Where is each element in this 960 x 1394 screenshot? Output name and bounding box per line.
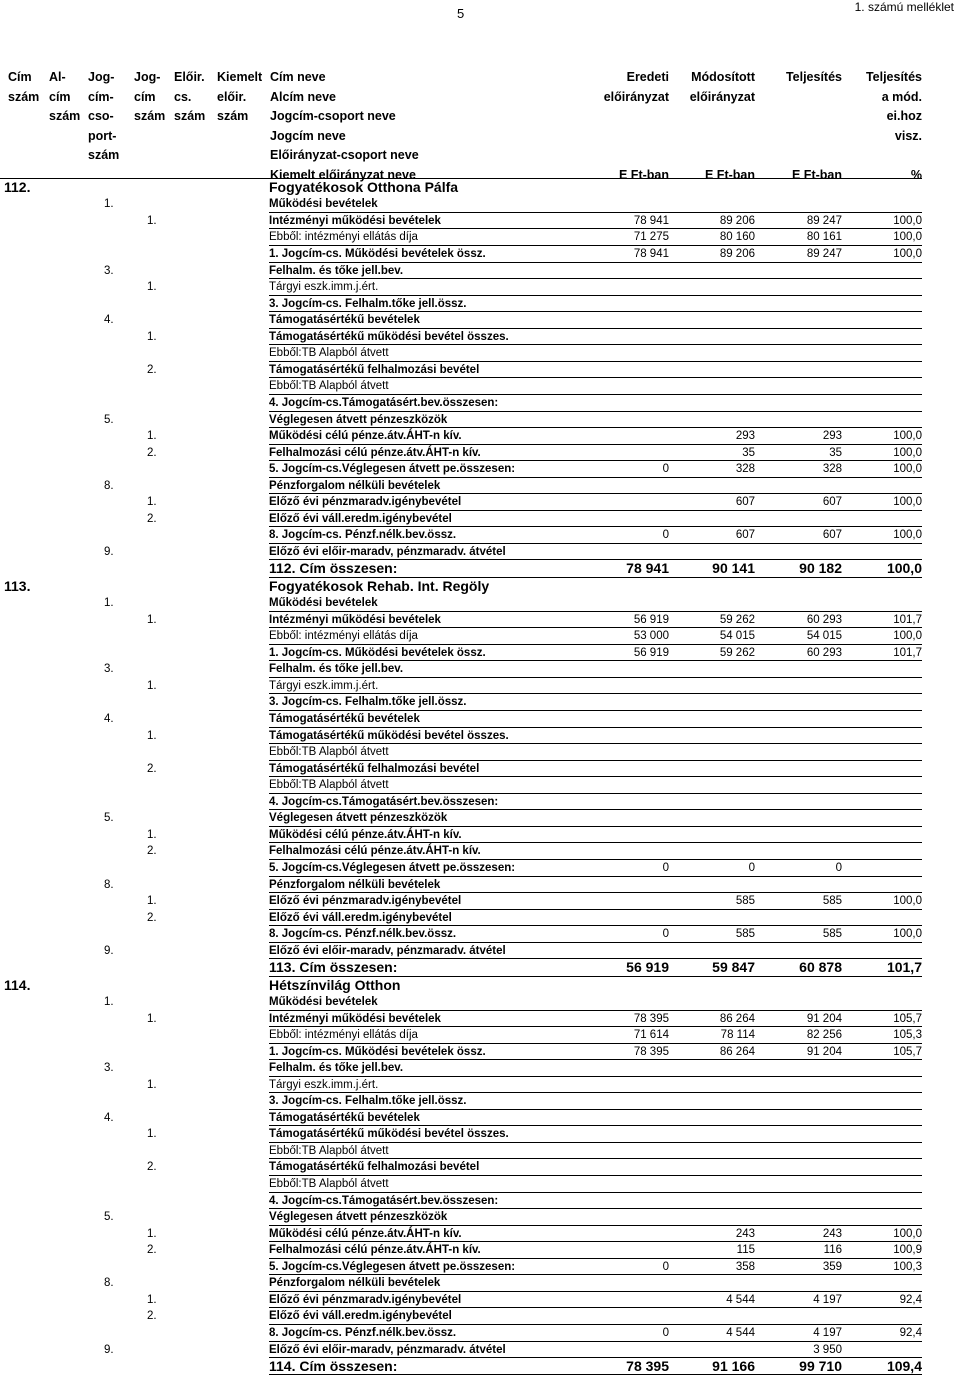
subtotal-label: 8. Jogcím-cs. Pénzf.nélk.bev.össz. [269, 1326, 457, 1339]
table-row [0, 694, 960, 711]
subtotal-label: 1. Jogcím-cs. Működési bevételek össz. [269, 248, 486, 261]
jogcim-number: 1. [147, 679, 157, 692]
value-cell: 35 [742, 446, 755, 459]
jogcim-number: 2. [147, 446, 157, 459]
value-cell: 91 204 [806, 1012, 842, 1025]
value-cell: 59 262 [719, 613, 755, 626]
item-label: Ebből: intézményi ellátás díja [269, 630, 418, 643]
value-cell: 71 275 [633, 231, 669, 244]
table-row [0, 959, 960, 976]
value-cell: 585 [822, 928, 842, 941]
table-row [0, 511, 960, 528]
table-row [0, 943, 960, 960]
group-label: Véglegesen átvett pénzeszközök [269, 413, 448, 426]
cim-total-label: 112. Cím összesen: [269, 560, 398, 577]
value-cell: 100,0 [893, 895, 922, 908]
item-label: Előző évi váll.eredm.igénybevétel [269, 911, 452, 924]
alcim-number: 9. [104, 944, 114, 957]
value-cell: 101,7 [893, 646, 922, 659]
table-row [0, 1176, 960, 1193]
value-cell: 78 941 [633, 248, 669, 261]
table-row [0, 810, 960, 827]
alcim-number: 9. [104, 545, 114, 558]
table-row [0, 977, 960, 994]
value-cell: 101,7 [886, 959, 922, 976]
table-row [0, 893, 960, 910]
header-name: Cím neve Alcím neve Jogcím-csoport neve Jogcím neve Előirányzat-csoport neve Kiemelt előirányzat neve [270, 70, 419, 182]
cim-number: 113. [4, 577, 31, 594]
table-row [0, 395, 960, 412]
jogcim-number: 1. [147, 1293, 157, 1306]
subtotal-label: 3. Jogcím-cs. Felhalm.tőke jell.össz. [269, 1095, 467, 1108]
item-label: Támogatásértékű felhalmozási bevétel [269, 1161, 480, 1174]
jogcim-number: 1. [147, 1227, 157, 1240]
alcim-number: 3. [104, 1062, 114, 1075]
jogcim-number: 1. [147, 1078, 157, 1091]
value-cell: 4 544 [726, 1293, 755, 1306]
value-cell: 243 [822, 1227, 842, 1240]
jogcim-number: 1. [147, 613, 157, 626]
table-row [0, 544, 960, 561]
value-cell: 100,0 [893, 630, 922, 643]
alcim-number: 4. [104, 314, 114, 327]
header-eredeti: Eredeti előirányzat E Ft-ban [603, 70, 669, 182]
jogcim-number: 1. [147, 895, 157, 908]
value-cell: 105,7 [893, 1012, 922, 1025]
value-cell: 80 160 [719, 231, 755, 244]
table-row [0, 1193, 960, 1210]
alcim-number: 5. [104, 1211, 114, 1224]
value-cell: 100,3 [893, 1260, 922, 1273]
header-jogcim-csoport: Jog- cím- cso- port- szám [88, 70, 120, 162]
group-label: Pénzforgalom nélküli bevételek [269, 878, 441, 891]
value-cell: 59 262 [719, 646, 755, 659]
value-cell: 56 919 [633, 613, 669, 626]
alcim-number: 5. [104, 413, 114, 426]
value-cell: 78 941 [633, 214, 669, 227]
jogcim-number: 1. [147, 496, 157, 509]
alcim-number: 4. [104, 713, 114, 726]
group-label: Véglegesen átvett pénzeszközök [269, 1211, 448, 1224]
table-row [0, 1226, 960, 1243]
value-cell: 116 [823, 1244, 842, 1257]
item-label: Ebből:TB Alapból átvett [269, 380, 389, 393]
value-cell: 4 197 [813, 1326, 842, 1339]
item-label: Ebből: intézményi ellátás díja [269, 1029, 418, 1042]
item-label: Előző évi váll.eredm.igénybevétel [269, 1310, 452, 1323]
table-row [0, 1060, 960, 1077]
value-cell: 78 395 [626, 1358, 669, 1375]
value-cell: 0 [835, 861, 842, 874]
jogcim-number: 1. [147, 281, 157, 294]
group-label: Felhalm. és tőke jell.bev. [269, 663, 404, 676]
group-label: Támogatásértékű bevételek [269, 314, 420, 327]
table-row [0, 1325, 960, 1342]
value-cell: 89 206 [719, 214, 755, 227]
value-cell: 4 544 [726, 1326, 755, 1339]
table-row [0, 1209, 960, 1226]
table-row [0, 196, 960, 213]
value-cell: 53 000 [633, 630, 669, 643]
value-cell: 359 [822, 1260, 842, 1273]
value-cell: 80 161 [806, 231, 842, 244]
value-cell: 585 [735, 895, 755, 908]
table-row [0, 1110, 960, 1127]
table-row [0, 827, 960, 844]
cim-number: 114. [4, 976, 31, 993]
group-label: Pénzforgalom nélküli bevételek [269, 1277, 441, 1290]
item-label: Támogatásértékű működési bevétel összes. [269, 330, 509, 343]
jogcim-number: 2. [147, 1244, 157, 1257]
value-cell: 78 395 [633, 1045, 669, 1058]
cim-name: Fogyatékosok Otthona Pálfa [269, 179, 459, 195]
table-row [0, 428, 960, 445]
value-cell: 89 247 [806, 214, 842, 227]
cim-total-label: 114. Cím összesen: [269, 1358, 398, 1375]
table-row [0, 1275, 960, 1292]
group-label: Működési bevételek [269, 198, 378, 211]
table-row [0, 761, 960, 778]
value-cell: 99 710 [799, 1358, 842, 1375]
value-cell: 585 [822, 895, 842, 908]
item-label: Ebből:TB Alapból átvett [269, 347, 389, 360]
table-row [0, 179, 960, 196]
subtotal-label: 3. Jogcím-cs. Felhalm.tőke jell.össz. [269, 696, 467, 709]
group-label: Támogatásértékű bevételek [269, 713, 420, 726]
table-row [0, 777, 960, 794]
item-label: Támogatásértékű működési bevétel összes. [269, 729, 509, 742]
group-label: Működési bevételek [269, 597, 378, 610]
subtotal-label: 8. Jogcím-cs. Pénzf.nélk.bev.össz. [269, 529, 457, 542]
table-row [0, 1093, 960, 1110]
item-label: Támogatásértékű működési bevétel összes. [269, 1128, 509, 1141]
group-label: Előző évi előir-maradv, pénzmaradv. átvétel [269, 944, 506, 957]
table-row [0, 445, 960, 462]
jogcim-number: 1. [147, 1012, 157, 1025]
table-row [0, 1259, 960, 1276]
item-label: Működési célú pénze.átv.ÁHT-n kív. [269, 828, 462, 841]
table-row [0, 661, 960, 678]
value-cell: 243 [735, 1227, 755, 1240]
header-eloir: Előir. cs. szám [174, 70, 206, 123]
table-row [0, 1342, 960, 1359]
subtotal-label: 1. Jogcím-cs. Működési bevételek össz. [269, 646, 486, 659]
table-row [0, 1044, 960, 1061]
item-label: Tárgyi eszk.imm.j.ért. [269, 679, 379, 692]
value-cell: 115 [736, 1244, 755, 1257]
group-label: Támogatásértékű bevételek [269, 1111, 420, 1124]
value-cell: 0 [662, 1260, 669, 1273]
value-cell: 0 [662, 463, 669, 476]
alcim-number: 3. [104, 663, 114, 676]
value-cell: 90 182 [799, 560, 842, 577]
table-row [0, 378, 960, 395]
table-row [0, 711, 960, 728]
value-cell: 585 [735, 928, 755, 941]
alcim-number: 1. [104, 597, 114, 610]
value-cell: 54 015 [806, 630, 842, 643]
table-row [0, 1242, 960, 1259]
annex-label: 1. számú melléklet [854, 0, 954, 14]
table-row [0, 478, 960, 495]
value-cell: 60 293 [806, 646, 842, 659]
value-cell: 293 [735, 430, 755, 443]
jogcim-number: 2. [147, 1161, 157, 1174]
subtotal-label: 4. Jogcím-cs.Támogatásért.bev.összesen: [269, 795, 499, 808]
subtotal-label: 5. Jogcím-cs.Véglegesen átvett pe.összesen: [269, 861, 516, 874]
table-row [0, 612, 960, 629]
table-row [0, 345, 960, 362]
value-cell: 101,7 [893, 613, 922, 626]
table-row [0, 645, 960, 662]
table-row [0, 994, 960, 1011]
table-row [0, 595, 960, 612]
subtotal-label: 5. Jogcím-cs.Véglegesen átvett pe.összesen: [269, 463, 516, 476]
table-row [0, 678, 960, 695]
value-cell: 78 395 [633, 1012, 669, 1025]
table-row [0, 910, 960, 927]
value-cell: 56 919 [633, 646, 669, 659]
value-cell: 100,0 [893, 1227, 922, 1240]
item-label: Ebből:TB Alapból átvett [269, 1144, 389, 1157]
table-row [0, 1143, 960, 1160]
jogcim-number: 1. [147, 330, 157, 343]
value-cell: 86 264 [719, 1012, 755, 1025]
value-cell: 0 [662, 529, 669, 542]
subtotal-label: 4. Jogcím-cs.Támogatásért.bev.összesen: [269, 396, 499, 409]
value-cell: 293 [822, 430, 842, 443]
value-cell: 89 206 [719, 248, 755, 261]
table-row [0, 1308, 960, 1325]
value-cell: 3 950 [813, 1343, 842, 1356]
subtotal-label: 3. Jogcím-cs. Felhalm.tőke jell.össz. [269, 297, 467, 310]
item-label: Működési célú pénze.átv.ÁHT-n kív. [269, 1227, 462, 1240]
alcim-number: 9. [104, 1343, 114, 1356]
value-cell: 100,0 [893, 529, 922, 542]
table-row [0, 794, 960, 811]
table-row [0, 1292, 960, 1309]
group-label: Véglegesen átvett pénzeszközök [269, 812, 448, 825]
value-cell: 90 141 [712, 560, 755, 577]
value-cell: 100,0 [893, 231, 922, 244]
table-row [0, 362, 960, 379]
item-label: Felhalmozási célú pénze.átv.ÁHT-n kív. [269, 845, 481, 858]
item-label: Intézményi működési bevételek [269, 1012, 441, 1025]
alcim-number: 8. [104, 1277, 114, 1290]
item-label: Intézményi működési bevételek [269, 214, 441, 227]
jogcim-number: 2. [147, 845, 157, 858]
value-cell: 4 197 [813, 1293, 842, 1306]
jogcim-number: 2. [147, 911, 157, 924]
header-modositott: Módosított előirányzat E Ft-ban [689, 70, 755, 182]
table-row [0, 877, 960, 894]
header-alcim: Al- cím szám [49, 70, 81, 123]
group-label: Előző évi előir-maradv, pénzmaradv. átvétel [269, 545, 506, 558]
jogcim-number: 2. [147, 512, 157, 525]
item-label: Előző évi pénzmaradv.igénybevétel [269, 1293, 462, 1306]
value-cell: 358 [735, 1260, 755, 1273]
item-label: Támogatásértékű felhalmozási bevétel [269, 762, 480, 775]
item-label: Támogatásértékű felhalmozási bevétel [269, 363, 480, 376]
table-row [0, 1126, 960, 1143]
header-cim: Cím szám [8, 70, 40, 104]
jogcim-number: 1. [147, 430, 157, 443]
value-cell: 100,0 [893, 214, 922, 227]
group-label: Előző évi előir-maradv, pénzmaradv. átvétel [269, 1343, 506, 1356]
value-cell: 607 [735, 496, 755, 509]
table-row [0, 744, 960, 761]
table-row [0, 494, 960, 511]
table-row [0, 1011, 960, 1028]
value-cell: 607 [822, 496, 842, 509]
item-label: Tárgyi eszk.imm.j.ért. [269, 281, 379, 294]
header-kiemelt: Kiemelt előir. szám [217, 70, 263, 123]
item-label: Felhalmozási célú pénze.átv.ÁHT-n kív. [269, 446, 481, 459]
cim-name: Hétszínvilág Otthon [269, 976, 401, 993]
value-cell: 100,0 [886, 560, 922, 577]
table-row [0, 246, 960, 263]
table-row [0, 279, 960, 296]
table-row [0, 728, 960, 745]
value-cell: 0 [748, 861, 755, 874]
value-cell: 100,9 [893, 1244, 922, 1257]
subtotal-label: 1. Jogcím-cs. Működési bevételek össz. [269, 1045, 486, 1058]
table-row [0, 229, 960, 246]
page-number: 5 [457, 6, 465, 21]
group-label: Pénzforgalom nélküli bevételek [269, 479, 441, 492]
subtotal-label: 4. Jogcím-cs.Támogatásért.bev.összesen: [269, 1194, 499, 1207]
table-row [0, 860, 960, 877]
alcim-number: 8. [104, 878, 114, 891]
value-cell: 0 [662, 1326, 669, 1339]
table-row [0, 461, 960, 478]
header-teljesites: Teljesítés E Ft-ban [785, 70, 842, 182]
value-cell: 109,4 [886, 1358, 922, 1375]
value-cell: 71 614 [633, 1029, 669, 1042]
item-label: Ebből:TB Alapból átvett [269, 779, 389, 792]
table-row [0, 412, 960, 429]
subtotal-label: 5. Jogcím-cs.Véglegesen átvett pe.összesen: [269, 1260, 516, 1273]
value-cell: 328 [735, 463, 755, 476]
value-cell: 100,0 [893, 446, 922, 459]
value-cell: 82 256 [806, 1029, 842, 1042]
value-cell: 86 264 [719, 1045, 755, 1058]
table-row [0, 1027, 960, 1044]
value-cell: 100,0 [893, 928, 922, 941]
jogcim-number: 1. [147, 214, 157, 227]
value-cell: 60 878 [799, 959, 842, 976]
value-cell: 100,0 [893, 496, 922, 509]
table-row [0, 312, 960, 329]
table-row [0, 1358, 960, 1375]
item-label: Előző évi váll.eredm.igénybevétel [269, 512, 452, 525]
item-label: Működési célú pénze.átv.ÁHT-n kív. [269, 430, 462, 443]
value-cell: 91 166 [712, 1358, 755, 1375]
alcim-number: 1. [104, 198, 114, 211]
group-label: Működési bevételek [269, 996, 378, 1009]
table-row [0, 1159, 960, 1176]
table-row [0, 329, 960, 346]
value-cell: 60 293 [806, 613, 842, 626]
value-cell: 607 [735, 529, 755, 542]
jogcim-number: 1. [147, 1128, 157, 1141]
item-label: Ebből:TB Alapból átvett [269, 1178, 389, 1191]
table-row [0, 263, 960, 280]
alcim-number: 1. [104, 996, 114, 1009]
alcim-number: 5. [104, 812, 114, 825]
item-label: Tárgyi eszk.imm.j.ért. [269, 1078, 379, 1091]
cim-name: Fogyatékosok Rehab. Int. Regöly [269, 577, 490, 594]
value-cell: 100,0 [893, 463, 922, 476]
value-cell: 100,0 [893, 248, 922, 261]
value-cell: 92,4 [899, 1326, 922, 1339]
table-row [0, 560, 960, 577]
header-teljesites-pct: Teljesítés a mód. ei.hoz visz. % [865, 70, 922, 182]
value-cell: 59 847 [712, 959, 755, 976]
item-label: Ebből: intézményi ellátás díja [269, 231, 418, 244]
group-label: Felhalm. és tőke jell.bev. [269, 264, 404, 277]
subtotal-label: 8. Jogcím-cs. Pénzf.nélk.bev.össz. [269, 928, 457, 941]
item-label: Felhalmozási célú pénze.átv.ÁHT-n kív. [269, 1244, 481, 1257]
table-row [0, 296, 960, 313]
value-cell: 0 [662, 861, 669, 874]
item-label: Előző évi pénzmaradv.igénybevétel [269, 496, 462, 509]
value-cell: 607 [822, 529, 842, 542]
cim-number: 112. [4, 179, 31, 195]
jogcim-number: 2. [147, 363, 157, 376]
table-row [0, 843, 960, 860]
value-cell: 328 [822, 463, 842, 476]
jogcim-number: 1. [147, 828, 157, 841]
value-cell: 0 [662, 928, 669, 941]
value-cell: 92,4 [899, 1293, 922, 1306]
value-cell: 89 247 [806, 248, 842, 261]
item-label: Intézményi működési bevételek [269, 613, 441, 626]
alcim-number: 3. [104, 264, 114, 277]
table-row [0, 213, 960, 230]
table-row [0, 926, 960, 943]
table-body [0, 179, 960, 1375]
value-cell: 105,7 [893, 1045, 922, 1058]
header-jogcim: Jog- cím szám [134, 70, 166, 123]
item-label: Előző évi pénzmaradv.igénybevétel [269, 895, 462, 908]
cim-total-label: 113. Cím összesen: [269, 959, 398, 976]
table-row [0, 628, 960, 645]
table-row [0, 527, 960, 544]
value-cell: 100,0 [893, 430, 922, 443]
alcim-number: 4. [104, 1111, 114, 1124]
value-cell: 91 204 [806, 1045, 842, 1058]
value-cell: 56 919 [626, 959, 669, 976]
jogcim-number: 2. [147, 1310, 157, 1323]
jogcim-number: 2. [147, 762, 157, 775]
item-label: Ebből:TB Alapból átvett [269, 746, 389, 759]
total-underline [269, 1374, 922, 1375]
value-cell: 105,3 [893, 1029, 922, 1042]
value-cell: 78 941 [626, 560, 669, 577]
value-cell: 78 114 [720, 1029, 755, 1042]
table-row [0, 578, 960, 595]
table-row [0, 1077, 960, 1094]
value-cell: 35 [829, 446, 842, 459]
jogcim-number: 1. [147, 729, 157, 742]
alcim-number: 8. [104, 479, 114, 492]
value-cell: 54 015 [719, 630, 755, 643]
group-label: Felhalm. és tőke jell.bev. [269, 1062, 404, 1075]
